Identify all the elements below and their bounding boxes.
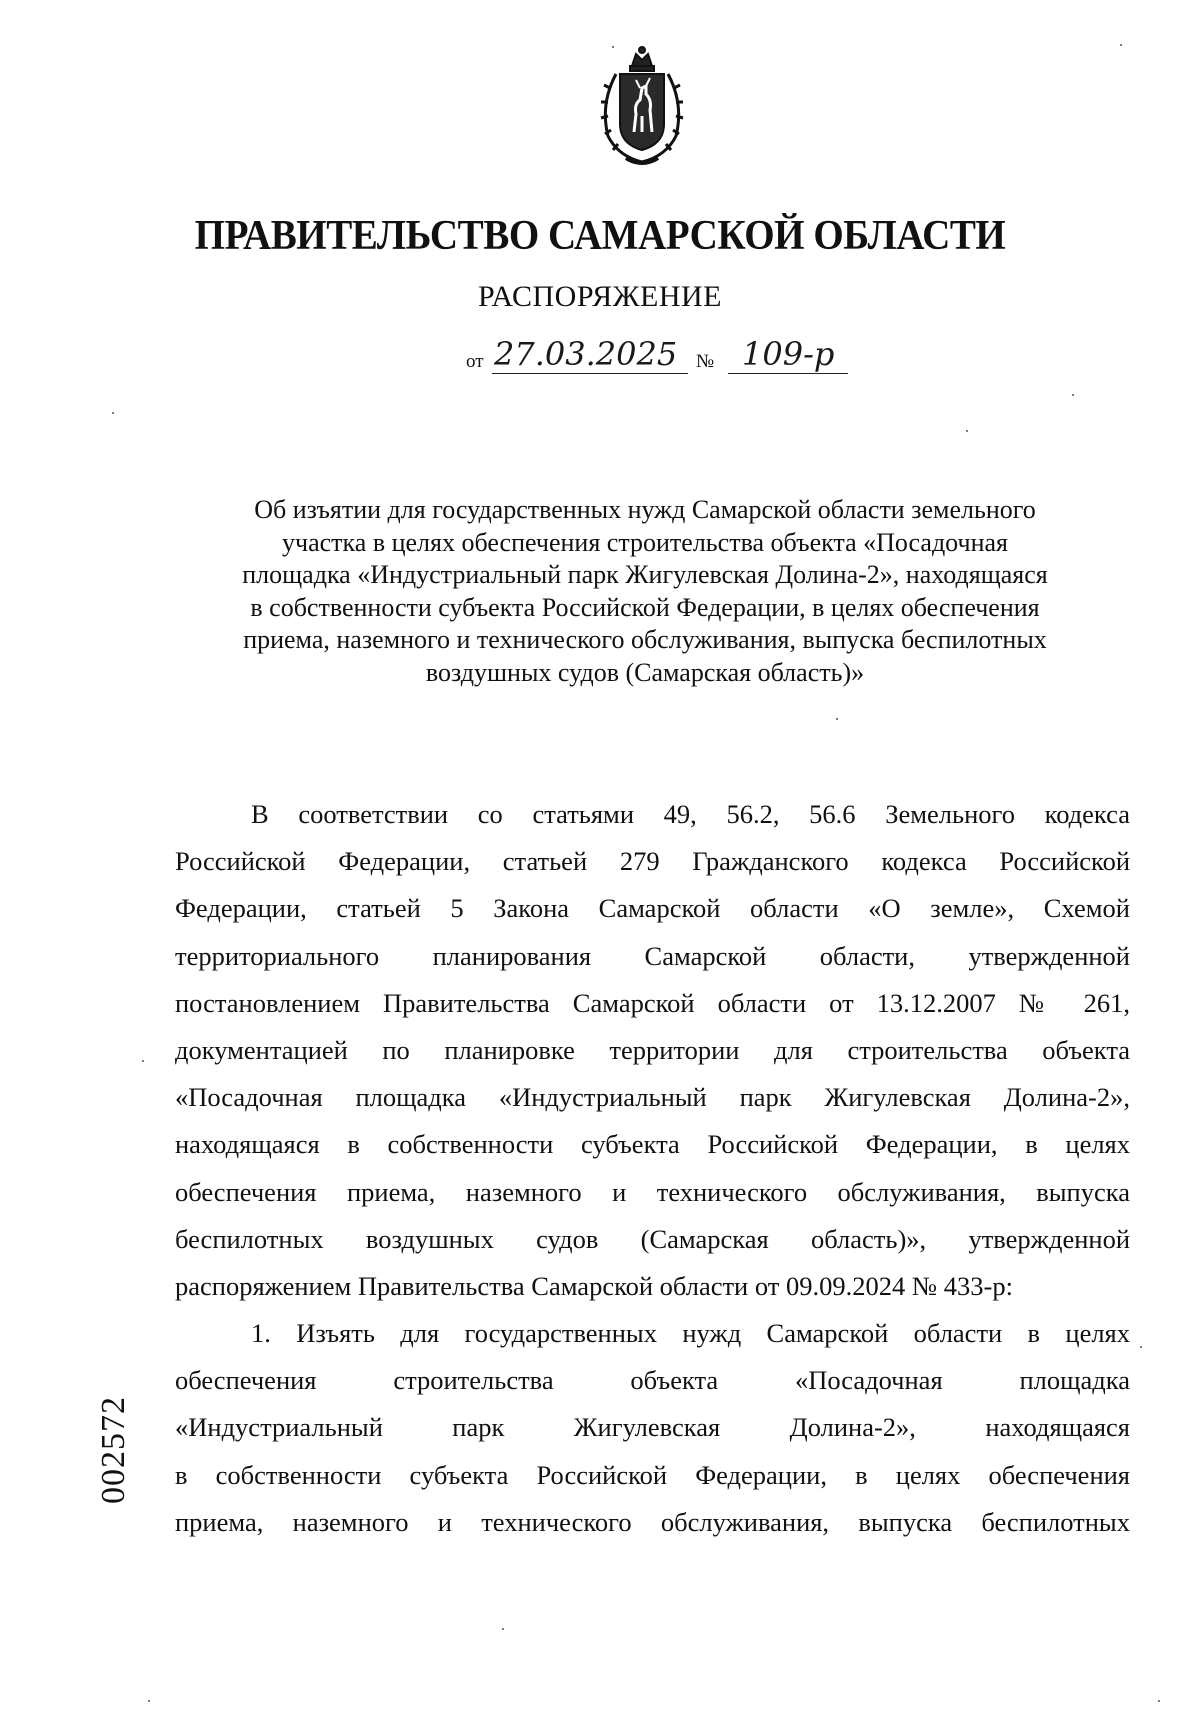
- clause-line: обеспечения строительства объекта «Посадочная площадка: [175, 1365, 1130, 1396]
- body-line: Федерации, статьей 5 Закона Самарской области «О земле», Схемой: [175, 893, 1130, 924]
- body-line: беспилотных воздушных судов (Самарская область)», утвержденной: [175, 1223, 1130, 1254]
- margin-registration-number: 002572: [95, 1396, 132, 1504]
- body-line: В соответствии со статьями 49, 56.2, 56.6 Земельного кодекса: [251, 799, 1130, 829]
- date-prefix: от: [466, 351, 484, 372]
- subject-line: приема, наземного и технического обслуживания, выпуска беспилотных: [243, 625, 1047, 654]
- subject-line: Об изъятии для государственных нужд Самарской области земельного: [254, 495, 1036, 524]
- scan-speck: [142, 1060, 144, 1062]
- subject-line: площадка «Индустриальный парк Жигулевская Долина-2», находящаяся: [242, 560, 1048, 589]
- body-line: Российской Федерации, статьей 279 Гражданского кодекса Российской: [175, 846, 1130, 877]
- scan-speck: [1072, 394, 1074, 396]
- scan-speck: [966, 430, 968, 432]
- handwritten-date: 27.03.2025: [494, 335, 678, 373]
- body-line: обеспечения приема, наземного и технического обслуживания, выпуска: [175, 1176, 1130, 1207]
- number-underline: [728, 373, 848, 374]
- registration-line: [0, 335, 1200, 379]
- body-line: постановлением Правительства Самарской области от 13.12.2007 № 261,: [175, 987, 1130, 1018]
- clause-line: приема, наземного и технического обслуживания, выпуска беспилотных: [175, 1506, 1130, 1537]
- body-line: территориального планирования Самарской области, утвержденной: [175, 940, 1130, 971]
- body-line: распоряжением Правительства Самарской области от 09.09.2024 № 433-р:: [175, 1270, 1013, 1301]
- body-line: находящаяся в собственности субъекта Российской Федерации, в целях: [175, 1129, 1130, 1160]
- scan-speck: [836, 718, 838, 720]
- subject-line: воздушных судов (Самарская область)»: [425, 657, 865, 687]
- scan-speck: [1120, 44, 1122, 46]
- organization-title: ПРАВИТЕЛЬСТВО САМАРСКОЙ ОБЛАСТИ: [194, 213, 1006, 259]
- handwritten-number: 109-р: [742, 335, 835, 373]
- body-line: документацией по планировке территории для строительства объекта: [175, 1034, 1130, 1065]
- scan-speck: [112, 412, 114, 414]
- number-prefix: №: [696, 351, 715, 372]
- clause-line: в собственности субъекта Российской Федерации, в целях обеспечения: [175, 1459, 1130, 1490]
- coat-of-arms-icon: [596, 44, 688, 172]
- subject-line: в собственности субъекта Российской Федерации, в целях обеспечения: [250, 592, 1040, 622]
- document-subject: [190, 494, 1100, 689]
- scan-speck: [1140, 1346, 1142, 1348]
- subject-line: участка в целях обеспечения строительства объекта «Посадочная: [282, 527, 1008, 557]
- scan-speck: [148, 1700, 150, 1702]
- body-line: «Посадочная площадка «Индустриальный парк Жигулевская Долина-2»,: [175, 1082, 1130, 1113]
- date-underline: [492, 373, 688, 374]
- document-body: [175, 791, 1130, 1546]
- document-type: РАСПОРЯЖЕНИЕ: [477, 280, 723, 313]
- scan-speck: [502, 1628, 504, 1630]
- clause-line: 1. Изъять для государственных нужд Самарской области в целях: [251, 1318, 1130, 1349]
- clause-line: «Индустриальный парк Жигулевская Долина-2», находящаяся: [175, 1412, 1130, 1443]
- scan-speck: [612, 46, 614, 48]
- scan-speck: [1158, 1700, 1160, 1702]
